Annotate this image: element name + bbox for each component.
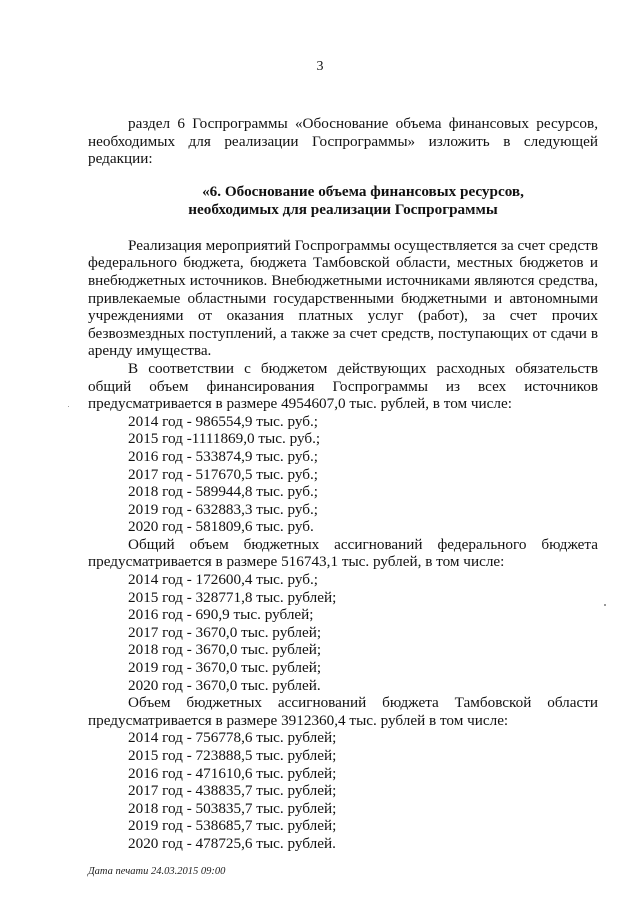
regional-budget-paragraph: Объем бюджетных ассигнований бюджета Тамбовской области предусматривается в размере 3912360,4 тыс. рублей в том числе: bbox=[88, 694, 598, 729]
list-item: 2018 год - 503835,7 тыс. рублей; bbox=[128, 799, 337, 817]
list-item: 2015 год - 328771,8 тыс. рублей; bbox=[128, 588, 337, 606]
list-item: 2014 год - 172600,4 тыс. руб.; bbox=[128, 571, 319, 589]
total-funding-by-year-list bbox=[88, 413, 598, 536]
list-item: 2019 год - 3670,0 тыс. рублей; bbox=[128, 659, 322, 677]
document-body bbox=[88, 115, 598, 853]
list-item: 2015 год - 723888,5 тыс. рублей; bbox=[128, 747, 337, 764]
list-item: 2014 год - 986554,9 тыс. руб.; bbox=[128, 412, 319, 430]
list-item: 2018 год - 589944,8 тыс. руб.; bbox=[128, 483, 319, 501]
list-item: 2016 год - 471610,6 тыс. рублей; bbox=[128, 764, 337, 782]
print-date-footer: Дата печати 24.03.2015 09:00 bbox=[88, 866, 226, 877]
list-item: 2015 год -1111869,0 тыс. руб.; bbox=[128, 430, 321, 448]
list-item: 2017 год - 438835,7 тыс. рублей; bbox=[128, 782, 337, 800]
section-heading-line-2: необходимых для реализации Госпрограммы bbox=[188, 200, 498, 218]
intro-paragraph: раздел 6 Госпрограммы «Обоснование объема финансовых ресурсов, необходимых для реализации Госпрограммы» изложить в следующей редакции: bbox=[88, 115, 598, 168]
list-item: 2019 год - 632883,3 тыс. руб.; bbox=[128, 500, 319, 518]
list-item: 2017 год - 517670,5 тыс. руб.; bbox=[128, 465, 319, 483]
list-item: 2020 год - 581809,6 тыс. руб. bbox=[128, 518, 314, 536]
federal-budget-paragraph: Общий объем бюджетных ассигнований федерального бюджета предусматривается в размере 516743,1 тыс. рублей, в том числе: bbox=[88, 535, 598, 571]
list-item: 2016 год - 690,9 тыс. рублей; bbox=[128, 606, 314, 624]
total-funding-paragraph: В соответствии с бюджетом действующих расходных обязательств общий объем финансирования Госпрограммы из всех источников предусматривается в размере 4954607,0 тыс. рублей, в том числе: bbox=[88, 359, 598, 413]
section-heading bbox=[88, 183, 598, 219]
federal-budget-by-year-list bbox=[88, 571, 598, 694]
list-item: 2018 год - 3670,0 тыс. рублей; bbox=[128, 641, 322, 659]
page-number: 3 bbox=[316, 59, 324, 74]
list-item: 2014 год - 756778,6 тыс. рублей; bbox=[128, 729, 337, 747]
list-item: 2017 год - 3670,0 тыс. рублей; bbox=[128, 623, 322, 641]
scan-speck bbox=[68, 406, 69, 407]
list-item: 2020 год - 478725,6 тыс. рублей. bbox=[128, 834, 336, 852]
list-item: 2020 год - 3670,0 тыс. рублей. bbox=[128, 676, 321, 694]
section-heading-line-1: «6. Обоснование объема финансовых ресурсов, bbox=[202, 182, 524, 200]
scan-speck bbox=[604, 604, 606, 606]
regional-budget-by-year-list bbox=[88, 729, 598, 852]
list-item: 2019 год - 538685,7 тыс. рублей; bbox=[128, 817, 337, 835]
funding-sources-paragraph: Реализация мероприятий Госпрограммы осуществляется за счет средств федерального бюджета, бюджета Тамбовской области, местных бюджетов и внебюджетных источников. Внебюджетными источниками являются средства, привлекаемые областными государственными бюджетными и автономными учреждениями от оказания платных услуг (работ), за счет прочих безвозмездных поступлений, а также за счет средств, поступающих от сдачи в аренду имущества. bbox=[88, 236, 598, 360]
list-item: 2016 год - 533874,9 тыс. руб.; bbox=[128, 447, 319, 465]
